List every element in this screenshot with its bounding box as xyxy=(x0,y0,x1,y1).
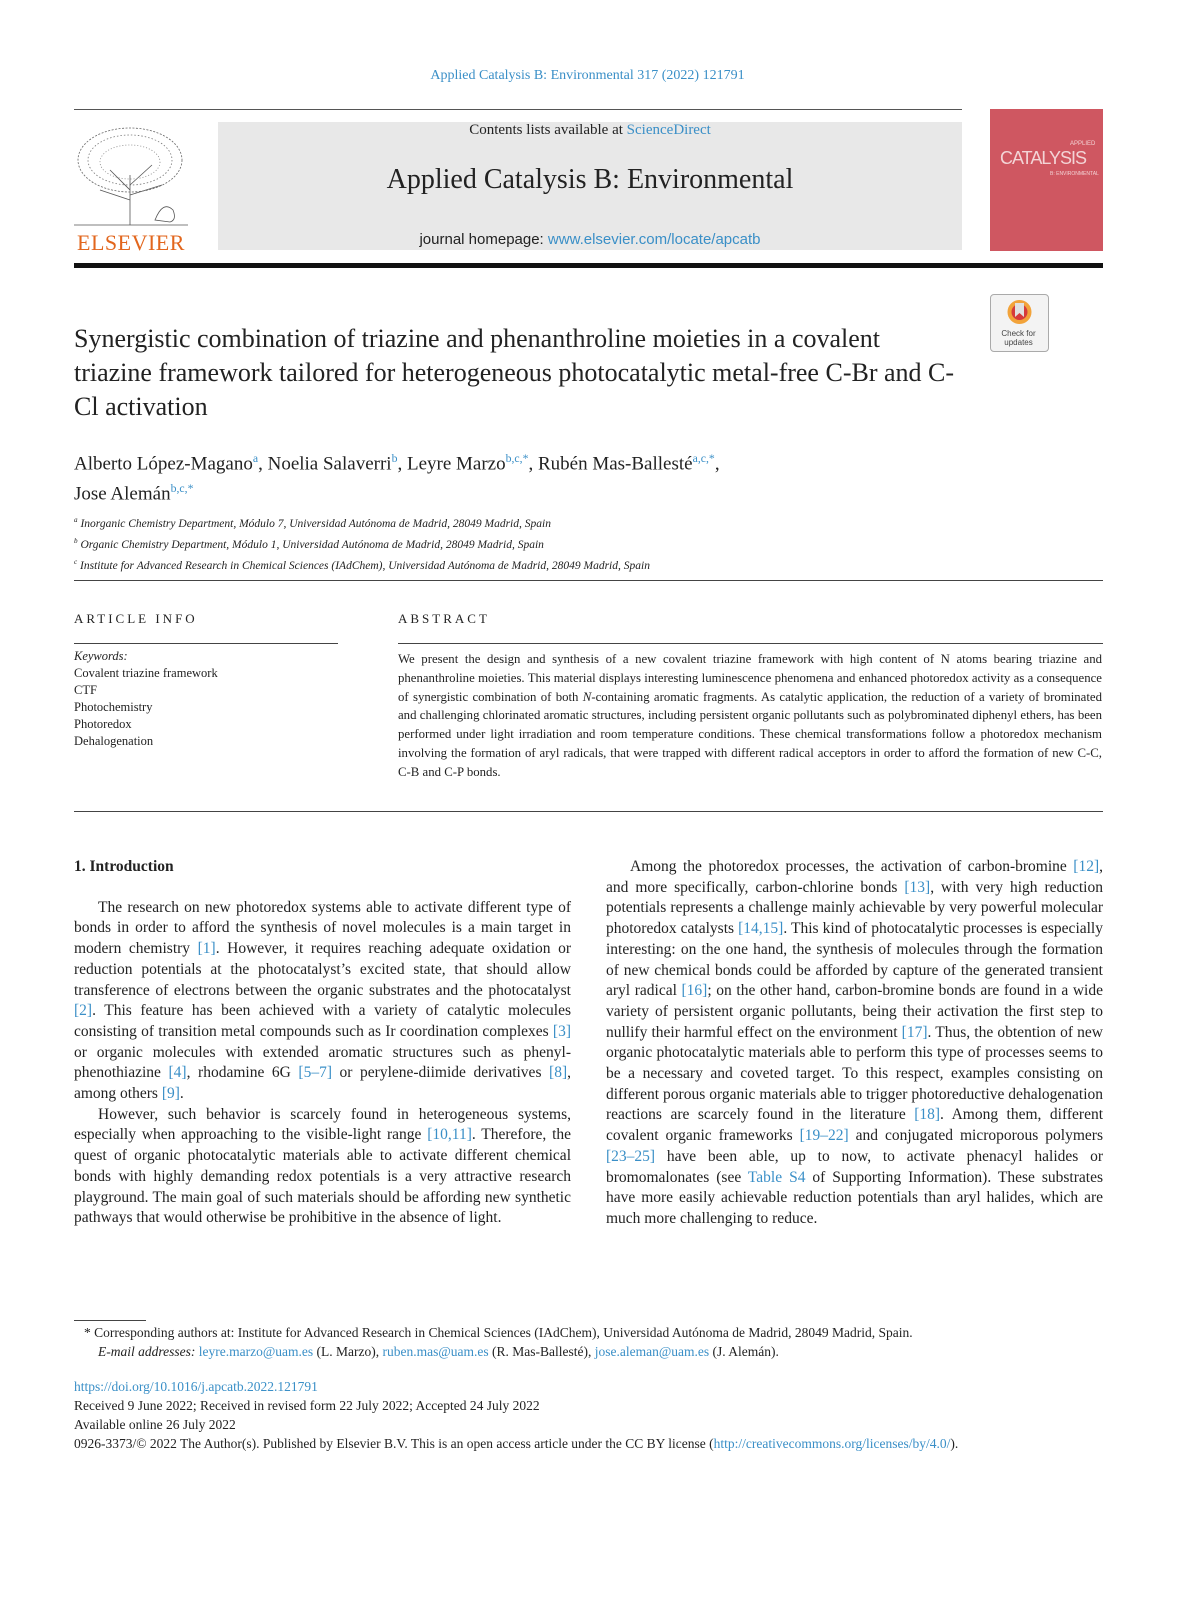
author-separator: , xyxy=(714,453,720,475)
received-dates: Received 9 June 2022; Received in revised form 22 July 2022; Accepted 24 July 2022 xyxy=(74,1398,540,1413)
citation-link[interactable]: [4] xyxy=(168,1064,187,1082)
cover-title-text: CATALYSIS xyxy=(1000,148,1087,168)
abstract-text xyxy=(398,650,1102,782)
license-link[interactable]: http://creativecommons.org/licenses/by/4.0/ xyxy=(713,1436,951,1451)
paragraph-text: . This feature has been achieved with a variety of catalytic molecules consisting of transition metal compounds such as Ir coordination complexes xyxy=(74,1002,571,1040)
paragraph-text: ; on the other hand, carbon-bromine bonds are found in a wide variety of persistent organic pollutants, being their activation the first step to nullify their harmful effect on the environment xyxy=(606,982,1103,1041)
author-name: Leyre Marzo xyxy=(406,453,506,475)
author-separator: , xyxy=(258,453,268,475)
body-paragraph xyxy=(74,1105,571,1229)
publisher-name: ELSEVIER xyxy=(77,230,185,255)
author-affiliation-marker[interactable]: a,c,* xyxy=(692,452,715,465)
author-name: Jose Alemán xyxy=(74,483,171,505)
license-prefix: 0926-3373/© 2022 The Author(s). Published by Elsevier B.V. This is an open access article under the CC BY license ( xyxy=(74,1436,714,1451)
citation-link[interactable]: [13] xyxy=(904,878,931,896)
keyword-item: Covalent triazine framework xyxy=(74,666,218,680)
abstract-segment: -containing aromatic fragments. As catalytic application, the reduction of a variety of brominated and challenging chlorinated aromatic structures, including persistent organic pollutants such as polybrominated diphenyl ethers, has been performed under light irradiation and room temperature conditions. These chemical transformations follow a photoredox mechanism involving the formation of aryl radicals, that were trapped with different radical acceptors in order to afford the formation of new C-C, C-B and C-P bonds. xyxy=(398,689,1102,779)
cover-sub-text: B: ENVIRONMENTAL xyxy=(1050,171,1099,177)
paragraph-text: , rhodamine 6G xyxy=(186,1064,299,1082)
keyword-item: CTF xyxy=(74,683,97,697)
email-link[interactable]: ruben.mas@uam.es xyxy=(382,1344,489,1359)
doi-link[interactable]: https://doi.org/10.1016/j.apcatb.2022.121791 xyxy=(74,1379,318,1394)
paragraph-text: , among others xyxy=(74,1064,571,1103)
paragraph-text: and conjugated microporous polymers xyxy=(848,1127,1103,1145)
keyword-item: Photochemistry xyxy=(74,700,153,714)
affiliation-text: Inorganic Chemistry Department, Módulo 7, Universidad Autónoma de Madrid, 28049 Madrid, Spain xyxy=(77,517,551,530)
author-separator: , xyxy=(528,453,538,475)
license-line xyxy=(74,1434,1103,1453)
affiliation-rule xyxy=(74,580,1103,581)
section-heading-introduction: 1. Introduction xyxy=(74,858,174,875)
body-paragraph xyxy=(74,898,571,1105)
affiliation-list xyxy=(74,512,974,574)
corresponding-footnote xyxy=(74,1323,1103,1361)
homepage-prefix: journal homepage: xyxy=(419,231,548,248)
email-owner: (L. Marzo), xyxy=(313,1344,383,1359)
author-list xyxy=(74,446,974,507)
keyword-list xyxy=(74,665,374,750)
affiliation-item xyxy=(74,554,974,575)
header-rule xyxy=(74,109,962,110)
citation-link[interactable]: [8] xyxy=(549,1064,568,1082)
left-column xyxy=(74,857,571,1229)
paragraph-text: , and more specifically, carbon-chlorine bonds xyxy=(606,858,1103,896)
homepage-link[interactable]: www.elsevier.com/locate/apcatb xyxy=(547,231,761,248)
paragraph-text: The research on new photoredox systems able to activate different type of bonds in order to afford the synthesis of novel molecules is a main target in modern chemistry xyxy=(74,898,571,958)
journal-citation[interactable]: Applied Catalysis B: Environmental 317 (2022) 121791 xyxy=(430,68,745,83)
left-paragraphs xyxy=(74,898,571,1229)
email-label: E-mail addresses: xyxy=(98,1344,199,1359)
affiliation-text: Institute for Advanced Research in Chemical Sciences (IAdChem), Universidad Autónoma de Madrid, 28049 Madrid, Spain xyxy=(77,559,650,572)
check-for-updates-label: Check for updates xyxy=(1001,329,1036,347)
paragraph-text: . Therefore, the quest of organic photocatalytic materials able to activate different chemical bonds with highly demanding redox potentials is a very attractive research playground. The main goal of such materials should be affording new synthetic pathways that would otherwise be prohibitive in the absence of light. xyxy=(74,1126,571,1227)
paragraph-text: or perylene-diimide derivatives xyxy=(331,1064,550,1082)
citation-link[interactable]: [14,15] xyxy=(738,920,784,938)
abstract-bottom-rule xyxy=(74,811,1103,812)
citation-link[interactable]: [19–22] xyxy=(799,1127,849,1145)
keywords-block xyxy=(74,648,374,750)
citation-link[interactable]: [10,11] xyxy=(427,1126,472,1144)
paragraph-text: . However, it requires reaching adequate oxidation or reduction potentials at the photocatalyst’s excited state, that should allow transference of electrons between the organic substrates and the photocatalyst xyxy=(74,940,571,999)
article-info-rule xyxy=(74,643,338,644)
email-link[interactable]: jose.aleman@uam.es xyxy=(594,1344,710,1359)
header-thick-rule xyxy=(74,263,1103,268)
affiliation-key: b xyxy=(74,536,78,545)
citation-link[interactable]: [5–7] xyxy=(298,1064,332,1082)
email-owner: (J. Alemán). xyxy=(709,1344,779,1359)
journal-title: Applied Catalysis B: Environmental xyxy=(386,164,794,195)
paragraph-text: Among the photoredox processes, the activation of carbon-bromine xyxy=(630,858,1074,875)
right-paragraphs xyxy=(606,857,1103,1230)
affiliation-item xyxy=(74,533,974,554)
available-online: Available online 26 July 2022 xyxy=(74,1417,236,1432)
paragraph-text: , with very high reduction potentials represents a challenge mainly achievable by very powerful molecular photoredox catalysts xyxy=(606,878,1103,938)
right-column xyxy=(606,857,1103,1230)
citation-link[interactable]: [2] xyxy=(74,1002,93,1020)
author-affiliation-marker[interactable]: b,c,* xyxy=(505,452,529,465)
affiliation-text: Organic Chemistry Department, Módulo 1, Universidad Autónoma de Madrid, 28049 Madrid, Spain xyxy=(77,538,544,551)
bookmark-icon xyxy=(991,295,1048,327)
paragraph-text: . xyxy=(179,1085,184,1103)
paragraph-text: . This kind of photocatalytic processes is especially interesting: on the one hand, the synthesis of molecules through the formation of new chemical bonds could be afforded by capture of the generated transient aryl radical xyxy=(606,920,1103,1000)
publication-info xyxy=(74,1377,1103,1453)
contents-prefix: Contents lists available at xyxy=(469,122,627,138)
citation-link[interactable]: [9] xyxy=(161,1085,180,1103)
sciencedirect-link[interactable]: ScienceDirect xyxy=(626,122,711,138)
citation-link[interactable]: [3] xyxy=(552,1022,571,1040)
body-paragraph xyxy=(606,857,1103,1230)
citation-link[interactable]: [12] xyxy=(1073,858,1100,875)
keyword-item: Dehalogenation xyxy=(74,734,154,748)
paragraph-text: or organic molecules with extended aromatic structures such as phenyl-phenothiazine xyxy=(74,1043,571,1082)
keyword-item: Photoredox xyxy=(74,717,132,731)
citation-link[interactable]: [16] xyxy=(681,982,708,1000)
cover-top-text: APPLIED xyxy=(1070,141,1096,147)
paragraph-text: have been able, up to now, to activate phenacyl halides or bromomalonates (see xyxy=(606,1147,1103,1186)
affiliation-key: a xyxy=(74,516,78,524)
citation-link[interactable]: Table S4 xyxy=(747,1168,806,1186)
paragraph-text: . Among them, different covalent organic frameworks xyxy=(606,1106,1104,1145)
email-owner: (R. Mas-Ballesté), xyxy=(488,1344,595,1359)
author-separator: , xyxy=(397,453,407,475)
citation-link[interactable]: [23–25] xyxy=(606,1147,656,1165)
email-link[interactable]: leyre.marzo@uam.es xyxy=(198,1344,314,1359)
article-info-heading: ARTICLE INFO xyxy=(74,611,198,626)
author-name: Noelia Salaverri xyxy=(267,453,392,475)
email-line xyxy=(74,1342,1103,1361)
article-title: Synergistic combination of triazine and phenanthroline moieties in a covalent triazine framework tailored for heterogeneous photocatalytic metal-free C-Br and C-Cl activation xyxy=(74,324,955,421)
paragraph-text: of Supporting Information). These substrates have more easily achievable reduction potentials than aryl halides, which are much more challenging to reduce. xyxy=(606,1168,1103,1227)
author-affiliation-marker[interactable]: b,c,* xyxy=(170,482,194,496)
paragraph-text: However, such behavior is scarcely found in heterogeneous systems, especially when approaching to the visible-light range xyxy=(74,1105,571,1144)
homepage-line xyxy=(218,231,962,248)
citation-link[interactable]: [18] xyxy=(914,1106,941,1124)
author-name: Rubén Mas-Ballesté xyxy=(537,453,693,475)
footnote-rule xyxy=(74,1320,146,1321)
author-affiliation-marker[interactable]: a xyxy=(252,452,259,465)
license-suffix: ). xyxy=(950,1436,959,1451)
affiliation-key: c xyxy=(74,557,78,566)
keywords-label: Keywords: xyxy=(74,649,128,663)
abstract-rule xyxy=(398,643,1103,644)
author-name: Alberto López-Magano xyxy=(74,453,253,475)
abstract-segment: We present the design and synthesis of a new covalent triazine framework with high content of N atoms bearing triazine and phenanthroline moieties. This material displays interesting luminescence phenomena and enhanced photoredox activity as a consequence of synergistic combination of both xyxy=(398,652,1102,704)
abstract-heading: ABSTRACT xyxy=(398,611,490,626)
journal-cover-thumbnail[interactable] xyxy=(990,109,1103,251)
affiliation-item xyxy=(74,512,974,533)
author-affiliation-marker[interactable]: b xyxy=(391,452,398,465)
paragraph-text: . Thus, the obtention of new organic photocatalytic materials able to perform this type of processes seems to be a necessary and coveted target. To this respect, examples consisting on different porous organic materials able to trigger photoreductive dehalogenation reactions are scarcely found in the literature xyxy=(606,1023,1103,1124)
citation-link[interactable]: [17] xyxy=(901,1023,928,1041)
contents-line xyxy=(218,122,962,139)
corresponding-note: * Corresponding authors at: Institute for Advanced Research in Chemical Sciences (IAdChem), Universidad Autónoma de Madrid, 28049 Madrid, Spain. xyxy=(84,1325,913,1340)
citation-link[interactable]: [1] xyxy=(197,940,216,958)
abstract-italic: N xyxy=(582,689,592,704)
